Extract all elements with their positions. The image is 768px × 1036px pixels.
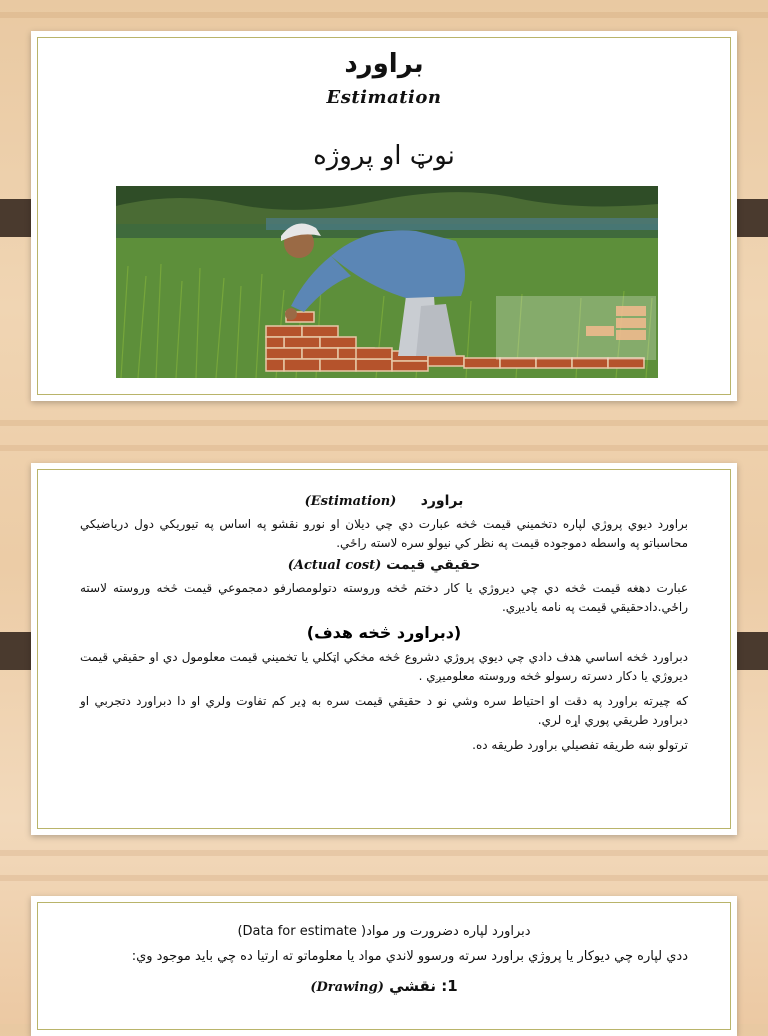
heading-estimation-ps: براورد: [420, 493, 464, 509]
heading-objective: (دبراورد څخه هدف): [306, 623, 462, 642]
slide-content: [80, 493, 688, 759]
heading-drawing-ps: 1: نقشي: [389, 977, 458, 995]
heading-actual-cost: [80, 557, 688, 573]
paragraph-estimation: براورد ديوي پروژي لپاره دتخميني قيمت څخه عبارت دي چي ديلان او نورو نقشو په اساس په تيوريکي دول درياضيکي محاسباتو په واسطه دموجوده قيمت په نظر کي نيولو سره لاسته راځي.: [80, 517, 688, 550]
bricklayer-photo: [116, 186, 658, 378]
slide-definitions: [31, 463, 737, 835]
heading-actual-cost-ps: حقيقي قيمت: [386, 557, 481, 573]
paragraph-required-data: ددي لپاره چي ديوکار يا پروژي براورد سرته ورسوو لاندي مواد يا معلوماتو ته ارتيا ده چي بايد موجود وي:: [131, 949, 688, 964]
paragraph-accuracy: که چيرته براورد په دقت او احتياط سره وشي نو د حقيقي قيمت سره به ډير کم تفاوت ولري او دا دبراورد دتجربي او دبراورد طريقي پوري اړه لري.: [80, 694, 688, 727]
heading-estimation-en: (Estimation): [304, 494, 397, 509]
paragraph-objective: دبراورد څخه اساسي هدف دادي چي ديوي پروژي دشروع څخه مخکي اټکلي يا تخميني قيمت معلومول دي او حقيقي قيمت ديروژي يا دکار دسرته رسولو څخه وروسته معلوميږي .: [80, 650, 688, 683]
slide-data-for-estimate: [31, 896, 737, 1036]
slide-title: [31, 31, 737, 401]
heading-data-for-estimate: دبراورد لپاره دضرورت ور مواد( Data for estimate): [237, 924, 531, 939]
slide-content: [80, 924, 688, 999]
heading-drawing-en: (Drawing): [310, 980, 384, 995]
heading-estimation: [80, 493, 688, 509]
title-english: Estimation: [326, 87, 442, 108]
title-pashto: براورد: [344, 49, 424, 79]
paragraph-best-method: ترتولو ښه طريقه تفصيلي براورد طريقه ده.: [472, 738, 688, 752]
subtitle: نوټ او پروژه: [313, 141, 455, 171]
heading-drawing: [80, 977, 688, 995]
paragraph-actual-cost: عبارت دهغه قيمت څخه دي چي ديروژي يا کار دختم څخه وروسته دتولومصارفو دمجموعي قيمت څخه وروسته لاسته راځي.دادحقيقي قيمت په نامه ياديږي.: [80, 581, 688, 614]
heading-actual-cost-en: (Actual cost): [287, 558, 382, 573]
